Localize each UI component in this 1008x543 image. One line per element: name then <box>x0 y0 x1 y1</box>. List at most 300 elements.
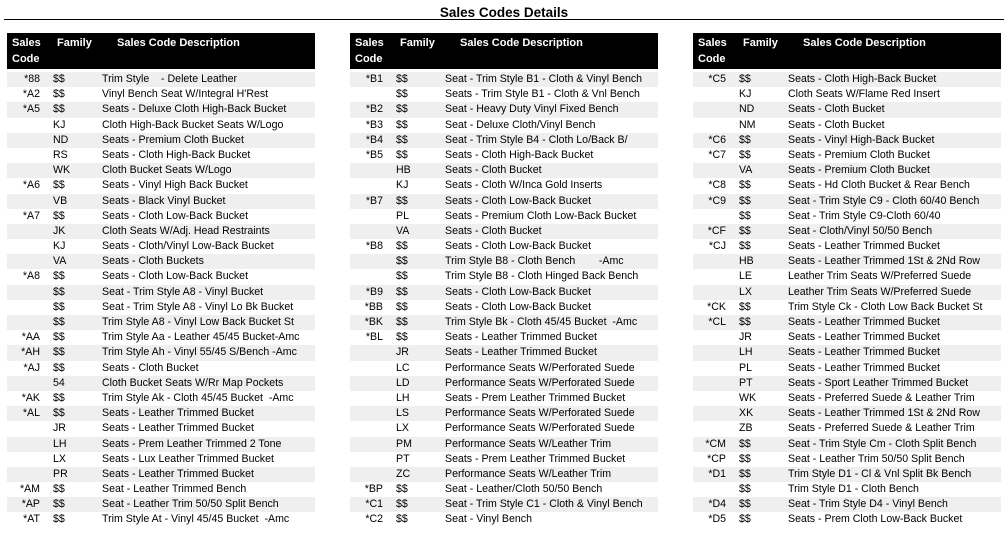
description-cell: Seat - Cloth/Vinyl 50/50 Bench <box>788 224 933 237</box>
family-cell: $$ <box>53 316 65 328</box>
description-cell: Seat - Trim Style C9-Cloth 60/40 <box>788 209 941 222</box>
sales-code-cell: *AJ <box>23 361 40 374</box>
description-cell: Seats - Leather Trimmed Bucket <box>445 346 597 359</box>
family-cell: $$ <box>53 498 65 511</box>
sales-code-cell: *A2 <box>22 88 40 101</box>
family-cell: LX <box>53 452 66 465</box>
description-cell: Seats - Deluxe Cloth High-Back Bucket <box>102 103 287 116</box>
family-cell: $$ <box>53 391 65 404</box>
description-cell: Performance Seats W/Perforated Suede <box>445 361 635 374</box>
table-row <box>350 467 658 482</box>
table-row <box>7 361 315 376</box>
family-cell: $$ <box>53 270 65 283</box>
table-row <box>350 269 658 284</box>
description-cell: Seats - Leather Trimmed Bucket <box>788 316 940 328</box>
family-cell: $$ <box>396 331 408 344</box>
description-cell: Performance Seats W/Perforated Suede <box>445 407 635 420</box>
family-cell: $$ <box>396 148 408 161</box>
table-row <box>693 163 1001 178</box>
sales-code-cell: *D4 <box>708 498 726 511</box>
description-cell: Seats - Leather Trimmed Bucket <box>788 346 940 359</box>
family-cell: JK <box>53 224 66 237</box>
family-cell: XK <box>739 407 754 420</box>
header-description: Sales Code Description <box>460 37 583 49</box>
table-row <box>7 376 315 391</box>
description-cell: Leather Trim Seats W/Preferred Suede <box>788 270 972 283</box>
description-cell: Seats - Premium Cloth Bucket <box>788 164 930 177</box>
table-row <box>693 285 1001 300</box>
table-row <box>693 421 1001 436</box>
sales-code-cell: *C7 <box>708 148 726 161</box>
family-cell: $$ <box>396 316 408 328</box>
description-cell: Trim Style D1 - Cl & Vnl Split Bk Bench <box>788 467 972 480</box>
family-cell: KJ <box>396 179 409 192</box>
description-cell: Seat - Trim Style B4 - Cloth Lo/Back B/ <box>445 133 628 146</box>
description-cell: Seat - Leather Trimmed Bench <box>102 483 247 496</box>
family-cell: ND <box>53 133 69 146</box>
family-cell: $$ <box>53 407 65 420</box>
table-row <box>693 376 1001 391</box>
table-row <box>7 345 315 360</box>
family-cell: $$ <box>396 118 408 131</box>
family-cell: VA <box>53 255 67 268</box>
table-row <box>693 330 1001 345</box>
sales-code-cell: *AA <box>21 331 40 344</box>
family-cell: PL <box>739 361 752 374</box>
table-body <box>693 72 1001 528</box>
family-cell: LH <box>739 346 753 359</box>
table-row <box>693 72 1001 87</box>
table-row <box>350 209 658 224</box>
description-cell: Seats - Vinyl High-Back Bucket <box>788 133 935 146</box>
description-cell: Seats - Leather Trimmed Bucket <box>445 331 597 344</box>
table-row <box>693 300 1001 315</box>
table-row <box>7 148 315 163</box>
description-cell: Trim Style D1 - Cloth Bench <box>788 483 919 496</box>
family-cell: PR <box>53 467 68 480</box>
family-cell: $$ <box>739 209 751 222</box>
table-row <box>350 330 658 345</box>
family-cell: $$ <box>396 194 408 207</box>
description-cell: Seat - Trim Style Cm - Cloth Split Bench <box>788 437 977 450</box>
table-row <box>7 406 315 421</box>
family-cell: PT <box>396 452 410 465</box>
description-cell: Seat - Leather/Cloth 50/50 Bench <box>445 483 603 496</box>
description-cell: Seats - Lux Leather Trimmed Bucket <box>102 452 274 465</box>
sales-code-cell: *B3 <box>365 118 383 131</box>
table-row <box>7 133 315 148</box>
description-cell: Seats - Preferred Suede & Leather Trim <box>788 422 975 435</box>
table-row <box>7 285 315 300</box>
description-cell: Seats - Prem Leather Trimmed Bucket <box>445 452 626 465</box>
description-cell: Cloth Seats W/Adj. Head Restraints <box>102 224 270 237</box>
family-cell: $$ <box>739 498 751 511</box>
table-row <box>693 133 1001 148</box>
description-cell: Trim Style Ak - Cloth 45/45 Bucket -Amc <box>102 391 294 404</box>
sales-code-cell: *CM <box>705 437 726 450</box>
description-cell: Seats - Cloth High-Back Bucket <box>445 148 594 161</box>
table-row <box>7 87 315 102</box>
table-row <box>350 345 658 360</box>
description-cell: Seats - Premium Cloth Bucket <box>788 148 930 161</box>
family-cell: KJ <box>53 118 66 131</box>
sales-code-cell: *B1 <box>365 73 383 85</box>
description-cell: Seats - Premium Cloth Bucket <box>102 133 244 146</box>
description-cell: Seats - Cloth/Vinyl Low-Back Bucket <box>102 240 274 253</box>
family-cell: NM <box>739 118 756 131</box>
table-row <box>7 421 315 436</box>
sales-code-cell: *CL <box>708 316 726 328</box>
sales-code-cell: *AM <box>19 483 40 496</box>
description-cell: Trim Style A8 - Vinyl Low Back Bucket St <box>102 316 294 328</box>
family-cell: $$ <box>396 133 408 146</box>
table-row <box>7 224 315 239</box>
family-cell: $$ <box>53 331 65 344</box>
sales-code-cell: *C8 <box>708 179 726 192</box>
table-row <box>350 452 658 467</box>
family-cell: $$ <box>739 300 751 313</box>
table-row <box>350 300 658 315</box>
table-row <box>350 497 658 512</box>
sales-code-cell: *B9 <box>365 285 383 298</box>
table-row <box>693 345 1001 360</box>
description-cell: Seats - Leather Trimmed Bucket <box>102 467 254 480</box>
family-cell: $$ <box>739 467 751 480</box>
family-cell: $$ <box>396 88 408 101</box>
sales-code-cell: *D5 <box>708 513 726 526</box>
family-cell: WK <box>53 164 71 177</box>
table-row <box>350 254 658 269</box>
header-family: Family <box>400 37 435 49</box>
family-cell: $$ <box>739 513 751 526</box>
header-sales-code: Sales Code <box>355 37 384 65</box>
family-cell: $$ <box>396 513 408 526</box>
table-row <box>7 452 315 467</box>
table-row <box>350 87 658 102</box>
description-cell: Seats - Cloth Bucket <box>445 164 542 177</box>
family-cell: LX <box>396 422 409 435</box>
sales-code-cell: *BL <box>365 331 383 344</box>
sales-code-cell: *A8 <box>22 270 40 283</box>
page-title: Sales Codes Details <box>439 5 569 20</box>
family-cell: ND <box>739 103 755 116</box>
table-row <box>7 512 315 527</box>
table-row <box>350 376 658 391</box>
sales-code-cell: *88 <box>24 73 40 85</box>
description-cell: Performance Seats W/Perforated Suede <box>445 422 635 435</box>
sales-code-cell: *C9 <box>708 194 726 207</box>
sales-codes-table-3 <box>693 33 1001 528</box>
sales-code-cell: *D1 <box>708 467 726 480</box>
description-cell: Seats - Trim Style B1 - Cloth & Vnl Bench <box>445 88 640 101</box>
description-cell: Seats - Prem Cloth Low-Back Bucket <box>788 513 963 526</box>
table-header <box>350 33 658 69</box>
family-cell: LC <box>396 361 410 374</box>
header-family: Family <box>57 37 92 49</box>
table-row <box>693 512 1001 527</box>
description-cell: Seats - Cloth High-Back Bucket <box>102 148 251 161</box>
sales-code-cell: *B4 <box>365 133 383 146</box>
header-sales-code: Sales Code <box>12 37 41 65</box>
description-cell: Seats - Leather Trimmed 1St & 2Nd Row <box>788 255 980 268</box>
sales-code-cell: *C1 <box>365 498 383 511</box>
table-row <box>693 482 1001 497</box>
table-row <box>7 102 315 117</box>
table-row <box>350 391 658 406</box>
description-cell: Trim Style Aa - Leather 45/45 Bucket-Amc <box>102 331 300 344</box>
description-cell: Cloth Seats W/Flame Red Insert <box>788 88 940 101</box>
table-row <box>350 437 658 452</box>
description-cell: Seats - Hd Cloth Bucket & Rear Bench <box>788 179 970 192</box>
table-row <box>693 224 1001 239</box>
table-row <box>693 437 1001 452</box>
description-cell: Seat - Vinyl Bench <box>445 513 532 526</box>
table-header <box>693 33 1001 69</box>
description-cell: Seats - Sport Leather Trimmed Bucket <box>788 376 969 389</box>
table-row <box>350 421 658 436</box>
family-cell: $$ <box>53 73 65 85</box>
description-cell: Seats - Premium Cloth Low-Back Bucket <box>445 209 637 222</box>
table-row <box>7 315 315 330</box>
sales-codes-table-2 <box>350 33 658 528</box>
family-cell: PL <box>396 209 409 222</box>
description-cell: Seats - Cloth Low-Back Bucket <box>445 300 592 313</box>
description-cell: Seat - Heavy Duty Vinyl Fixed Bench <box>445 103 619 116</box>
description-cell: Cloth High-Back Bucket Seats W/Logo <box>102 118 284 131</box>
family-cell: $$ <box>739 240 751 253</box>
table-row <box>350 224 658 239</box>
table-row <box>693 102 1001 117</box>
sales-code-cell: *AP <box>21 498 40 511</box>
family-cell: 54 <box>53 376 65 389</box>
table-row <box>693 269 1001 284</box>
family-cell: ZB <box>739 422 753 435</box>
table-row <box>693 452 1001 467</box>
family-cell: $$ <box>739 73 751 85</box>
family-cell: $$ <box>739 316 751 328</box>
description-cell: Seat - Trim Style B1 - Cloth & Vinyl Bench <box>445 73 643 85</box>
table-body <box>350 72 658 528</box>
family-cell: $$ <box>53 103 65 116</box>
sales-code-cell: *B8 <box>365 240 383 253</box>
table-row <box>693 194 1001 209</box>
table-row <box>693 87 1001 102</box>
family-cell: LX <box>739 285 752 298</box>
table-row <box>7 118 315 133</box>
table-row <box>7 178 315 193</box>
table-row <box>350 194 658 209</box>
header-sales-code: Sales Code <box>698 37 727 65</box>
family-cell: $$ <box>396 285 408 298</box>
table-row <box>693 391 1001 406</box>
description-cell: Seats - Cloth Bucket <box>102 361 199 374</box>
description-cell: Performance Seats W/Perforated Suede <box>445 376 635 389</box>
table-row <box>693 497 1001 512</box>
family-cell: HB <box>396 164 411 177</box>
sales-code-cell: *B7 <box>365 194 383 207</box>
family-cell: $$ <box>739 452 751 465</box>
table-row <box>7 330 315 345</box>
header-description: Sales Code Description <box>803 37 926 49</box>
family-cell: VA <box>739 164 753 177</box>
family-cell: $$ <box>739 148 751 161</box>
family-cell: VB <box>53 194 68 207</box>
description-cell: Trim Style - Delete Leather <box>102 73 238 85</box>
description-cell: Seat - Trim Style D4 - Vinyl Bench <box>788 498 948 511</box>
family-cell: PT <box>739 376 753 389</box>
table-row <box>693 239 1001 254</box>
table-row <box>350 239 658 254</box>
table-row <box>693 315 1001 330</box>
description-cell: Trim Style At - Vinyl 45/45 Bucket -Amc <box>102 513 290 526</box>
description-cell: Seats - Preferred Suede & Leather Trim <box>788 391 975 404</box>
description-cell: Seats - Cloth Low-Back Bucket <box>102 209 249 222</box>
family-cell: JR <box>53 422 66 435</box>
family-cell: ZC <box>396 467 411 480</box>
description-cell: Seats - Leather Trimmed Bucket <box>102 407 254 420</box>
family-cell: $$ <box>396 103 408 116</box>
family-cell: $$ <box>53 483 65 496</box>
family-cell: LE <box>739 270 752 283</box>
family-cell: RS <box>53 148 68 161</box>
description-cell: Seats - Leather Trimmed Bucket <box>788 331 940 344</box>
sales-code-cell: *C5 <box>708 73 726 85</box>
description-cell: Seats - Cloth Buckets <box>102 255 204 268</box>
table-body <box>7 72 315 528</box>
family-cell: $$ <box>53 209 65 222</box>
table-row <box>7 163 315 178</box>
table-row <box>7 194 315 209</box>
family-cell: $$ <box>53 88 65 101</box>
table-row <box>350 118 658 133</box>
family-cell: KJ <box>739 88 752 101</box>
table-row <box>693 254 1001 269</box>
sales-code-cell: *CJ <box>708 240 726 253</box>
title-rule <box>4 19 1004 20</box>
table-row <box>693 178 1001 193</box>
family-cell: $$ <box>396 300 408 313</box>
table-row <box>350 148 658 163</box>
family-cell: $$ <box>739 179 751 192</box>
description-cell: Seats - Prem Leather Trimmed Bucket <box>445 391 626 404</box>
table-row <box>350 133 658 148</box>
description-cell: Seat - Leather Trim 50/50 Split Bench <box>788 452 965 465</box>
table-row <box>7 391 315 406</box>
description-cell: Seats - Cloth Bucket <box>445 224 542 237</box>
description-cell: Seat - Trim Style A8 - Vinyl Bucket <box>102 285 264 298</box>
family-cell: VA <box>396 224 410 237</box>
sales-code-cell: *C6 <box>708 133 726 146</box>
family-cell: $$ <box>739 133 751 146</box>
family-cell: $$ <box>53 346 65 359</box>
table-row <box>350 406 658 421</box>
family-cell: LH <box>53 437 67 450</box>
family-cell: $$ <box>53 300 65 313</box>
table-row <box>350 285 658 300</box>
sales-code-cell: *C2 <box>365 513 383 526</box>
table-row <box>693 406 1001 421</box>
header-description: Sales Code Description <box>117 37 240 49</box>
sales-code-cell: *CP <box>707 452 726 465</box>
family-cell: $$ <box>396 483 408 496</box>
sales-code-cell: *BP <box>364 483 383 496</box>
sales-code-cell: *AT <box>23 513 40 526</box>
description-cell: Leather Trim Seats W/Preferred Suede <box>788 285 972 298</box>
description-cell: Seats - Leather Trimmed Bucket <box>102 422 254 435</box>
table-row <box>350 163 658 178</box>
description-cell: Trim Style Ck - Cloth Low Back Bucket St <box>788 300 983 313</box>
table-row <box>350 361 658 376</box>
table-header <box>7 33 315 69</box>
family-cell: $$ <box>53 513 65 526</box>
description-cell: Seats - Vinyl High Back Bucket <box>102 179 248 192</box>
family-cell: $$ <box>53 179 65 192</box>
table-row <box>7 497 315 512</box>
table-row <box>693 209 1001 224</box>
table-row <box>693 361 1001 376</box>
family-cell: LD <box>396 376 410 389</box>
description-cell: Seat - Trim Style C9 - Cloth 60/40 Bench <box>788 194 980 207</box>
description-cell: Seats - Cloth Low-Back Bucket <box>445 194 592 207</box>
family-cell: PM <box>396 437 412 450</box>
table-row <box>7 482 315 497</box>
description-cell: Seats - Cloth Bucket <box>788 118 885 131</box>
description-cell: Seats - Leather Trimmed Bucket <box>788 240 940 253</box>
family-cell: $$ <box>396 255 408 268</box>
description-cell: Seats - Cloth Low-Back Bucket <box>445 285 592 298</box>
sales-code-cell: *AH <box>21 346 40 359</box>
table-row <box>693 118 1001 133</box>
description-cell: Seat - Trim Style A8 - Vinyl Lo Bk Bucket <box>102 300 294 313</box>
table-row <box>350 178 658 193</box>
sales-code-cell: *B2 <box>365 103 383 116</box>
table-row <box>350 512 658 527</box>
family-cell: $$ <box>739 194 751 207</box>
description-cell: Seats - Cloth High-Back Bucket <box>788 73 937 85</box>
family-cell: JR <box>739 331 752 344</box>
family-cell: LS <box>396 407 409 420</box>
sales-code-cell: *CF <box>707 224 726 237</box>
family-cell: $$ <box>739 483 751 496</box>
family-cell: HB <box>739 255 754 268</box>
family-cell: WK <box>739 391 757 404</box>
table-row <box>7 209 315 224</box>
description-cell: Seats - Black Vinyl Bucket <box>102 194 226 207</box>
description-cell: Performance Seats W/Leather Trim <box>445 467 612 480</box>
description-cell: Trim Style B8 - Cloth Hinged Back Bench <box>445 270 639 283</box>
description-cell: Seats - Leather Trimmed 1St & 2Nd Row <box>788 407 980 420</box>
sales-codes-table-1 <box>7 33 315 528</box>
family-cell: LH <box>396 391 410 404</box>
table-row <box>350 72 658 87</box>
sales-code-cell: *AL <box>22 407 40 420</box>
family-cell: $$ <box>396 270 408 283</box>
sales-code-cell: *A7 <box>22 209 40 222</box>
description-cell: Seats - Leather Trimmed Bucket <box>788 361 940 374</box>
table-row <box>7 300 315 315</box>
sales-code-cell: *BB <box>364 300 383 313</box>
table-row <box>350 315 658 330</box>
description-cell: Vinyl Bench Seat W/Integral H'Rest <box>102 88 269 101</box>
family-cell: $$ <box>396 240 408 253</box>
table-row <box>693 148 1001 163</box>
sales-code-cell: *CK <box>707 300 726 313</box>
table-row <box>7 239 315 254</box>
table-row <box>7 437 315 452</box>
table-row <box>693 467 1001 482</box>
family-cell: $$ <box>53 361 65 374</box>
family-cell: KJ <box>53 240 66 253</box>
